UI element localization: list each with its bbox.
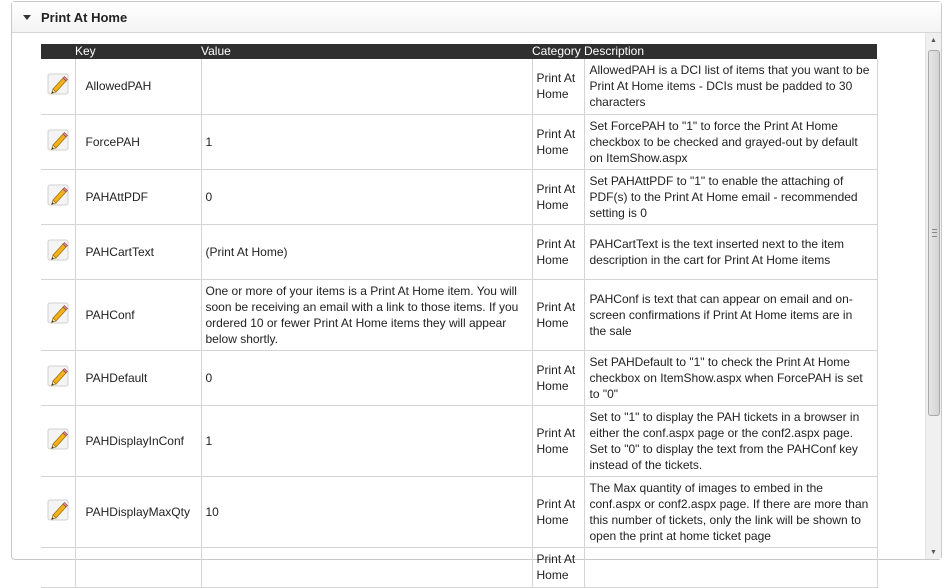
row-key: AllowedPAH [75,59,201,114]
row-category: Print At Home [532,405,584,476]
table-row [41,224,877,279]
row-category: Print At Home [532,169,584,224]
table-row [41,59,877,114]
row-category: Print At Home [532,224,584,279]
grip-icon [932,229,937,237]
row-description: Set ForcePAH to "1" to force the Print At Home checkbox to be checked and grayed-out by default on ItemShow.aspx [584,114,877,169]
header-category[interactable]: Category [532,44,584,59]
row-description: The Max quantity of images to embed in the conf.aspx or conf2.aspx page. If there are more than this number of tickets, only the link will be shown to open the print at home ticket page [584,476,877,547]
edit-cell [41,279,75,350]
settings-table [41,44,878,588]
row-value: 1 [201,114,532,169]
table-row [41,476,877,547]
header-edit [41,44,75,59]
scrollbar-thumb[interactable] [928,50,940,416]
row-category: Print At Home [532,350,584,405]
panel-title: Print At Home [41,9,128,25]
table-row [41,114,877,169]
row-key: ForcePAH [75,114,201,169]
row-key [75,547,201,587]
edit-cell [41,476,75,547]
row-category: Print At Home [532,59,584,114]
row-key: PAHConf [75,279,201,350]
pencil-edit-icon[interactable] [47,184,69,210]
header-description[interactable]: Description [584,44,877,59]
table-row [41,279,877,350]
panel-header-toggle[interactable] [12,2,941,33]
edit-cell [41,405,75,476]
table-row [41,547,877,587]
row-value: (Print At Home) [201,224,532,279]
row-description: Set PAHDefault to "1" to check the Print At Home checkbox on ItemShow.aspx when ForcePAH is set to "0" [584,350,877,405]
row-description: Set to "1" to display the PAH tickets in a browser in either the conf.aspx page or the conf2.aspx page. Set to "0" to display the text from the PAHConf key instead of the tickets. [584,405,877,476]
edit-cell [41,224,75,279]
row-description: AllowedPAH is a DCI list of items that you want to be Print At Home items - DCIs must be padded to 30 characters [584,59,877,114]
edit-cell [41,169,75,224]
header-value[interactable]: Value [201,44,532,59]
row-description: PAHCartText is the text inserted next to the item description in the cart for Print At Home items [584,224,877,279]
row-value: 10 [201,476,532,547]
pencil-edit-icon[interactable] [47,365,69,391]
row-description [584,547,877,587]
pencil-edit-icon[interactable] [47,239,69,265]
edit-cell [41,59,75,114]
row-value: 0 [201,169,532,224]
scroll-up-arrow-icon[interactable]: ▲ [930,36,937,44]
table-row [41,350,877,405]
triangle-down-icon[interactable] [23,15,31,20]
row-category: Print At Home [532,476,584,547]
row-category: Print At Home [532,114,584,169]
table-row [41,169,877,224]
row-key: PAHDisplayMaxQty [75,476,201,547]
vertical-scrollbar[interactable] [925,33,941,559]
edit-cell [41,114,75,169]
table-header-row [41,44,877,59]
pencil-edit-icon[interactable] [47,73,69,99]
edit-cell [41,547,75,587]
row-description: Set PAHAttPDF to "1" to enable the attaching of PDF(s) to the Print At Home email - recommended setting is 0 [584,169,877,224]
print-at-home-panel [11,1,942,582]
pencil-edit-icon[interactable] [47,129,69,155]
header-key[interactable]: Key [75,44,201,59]
row-key: PAHDisplayInConf [75,405,201,476]
scroll-down-arrow-icon[interactable]: ▼ [930,548,937,556]
edit-cell [41,350,75,405]
row-category: Print At Home [532,547,584,587]
row-value: 0 [201,350,532,405]
row-value [201,547,532,587]
pencil-edit-icon[interactable] [47,428,69,454]
row-value: One or more of your items is a Print At Home item. You will soon be receiving an email with a link to those items. If you ordered 10 or fewer Print At Home items they will appear below shortly. [201,279,532,350]
row-key: PAHCartText [75,224,201,279]
row-value: 1 [201,405,532,476]
row-description: PAHConf is text that can appear on email and on-screen confirmations if Print At Home items are in the sale [584,279,877,350]
pencil-edit-icon[interactable] [47,499,69,525]
pencil-edit-icon[interactable] [47,302,69,328]
row-category: Print At Home [532,279,584,350]
settings-table-container [41,44,877,582]
row-key: PAHDefault [75,350,201,405]
row-value [201,59,532,114]
row-key: PAHAttPDF [75,169,201,224]
table-row [41,405,877,476]
